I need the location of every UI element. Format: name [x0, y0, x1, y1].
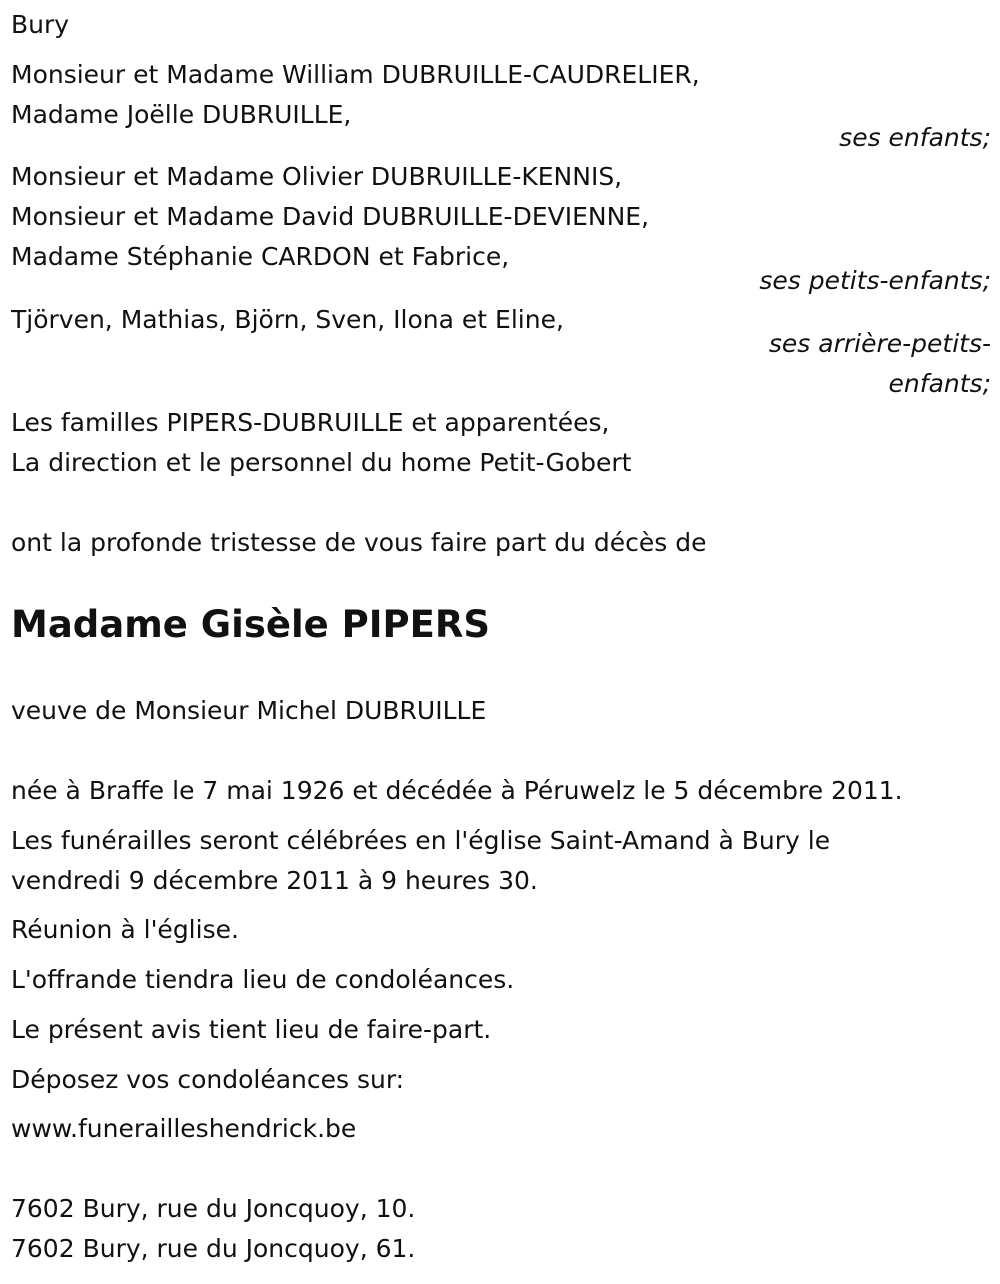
child-line-1: Monsieur et Madame William DUBRUILLE-CAUDRELIER,: [11, 60, 700, 89]
funeral-line-2: vendredi 9 décembre 2011 à 9 heures 30.: [11, 866, 538, 895]
grandchild-line-3: Madame Stéphanie CARDON et Fabrice,: [11, 242, 510, 271]
meeting-text: Réunion à l'église.: [11, 915, 239, 944]
birth-death-text: née à Braffe le 7 mai 1926 et décédée à Péruwelz le 5 décembre 2011.: [11, 776, 903, 805]
great-grandchildren-label-line-1: ses arrière-petits-: [768, 329, 991, 358]
condolences-prompt: Déposez vos condoléances sur:: [11, 1065, 405, 1094]
widow-of-text: veuve de Monsieur Michel DUBRUILLE: [11, 696, 487, 725]
child-line-2: Madame Joëlle DUBRUILLE,: [11, 100, 352, 129]
offering-text: L'offrande tiendra lieu de condoléances.: [11, 965, 515, 994]
grandchildren-label: ses petits-enfants;: [759, 266, 991, 295]
great-grandchildren-label-line-2: enfants;: [888, 369, 991, 398]
grandchild-line-2: Monsieur et Madame David DUBRUILLE-DEVIENNE,: [11, 202, 650, 231]
great-grandchildren-line: Tjörven, Mathias, Björn, Sven, Ilona et Eline,: [11, 305, 564, 334]
family-line-1: Les familles PIPERS-DUBRUILLE et apparentées,: [11, 408, 610, 437]
address-line-1: 7602 Bury, rue du Joncquoy, 10.: [11, 1194, 416, 1223]
announcement-text: ont la profonde tristesse de vous faire part du décès de: [11, 528, 707, 557]
notice-text: Le présent avis tient lieu de faire-part.: [11, 1015, 492, 1044]
funeral-line-1: Les funérailles seront célébrées en l'église Saint-Amand à Bury le: [11, 826, 831, 855]
deceased-name: Madame Gisèle PIPERS: [11, 603, 491, 646]
address-line-2: 7602 Bury, rue du Joncquoy, 61.: [11, 1234, 416, 1263]
condolences-website[interactable]: www.funerailleshendrick.be: [11, 1114, 357, 1143]
grandchild-line-1: Monsieur et Madame Olivier DUBRUILLE-KENNIS,: [11, 162, 623, 191]
location-heading: Bury: [11, 10, 70, 39]
family-line-2: La direction et le personnel du home Petit-Gobert: [11, 448, 632, 477]
children-label: ses enfants;: [839, 123, 991, 152]
